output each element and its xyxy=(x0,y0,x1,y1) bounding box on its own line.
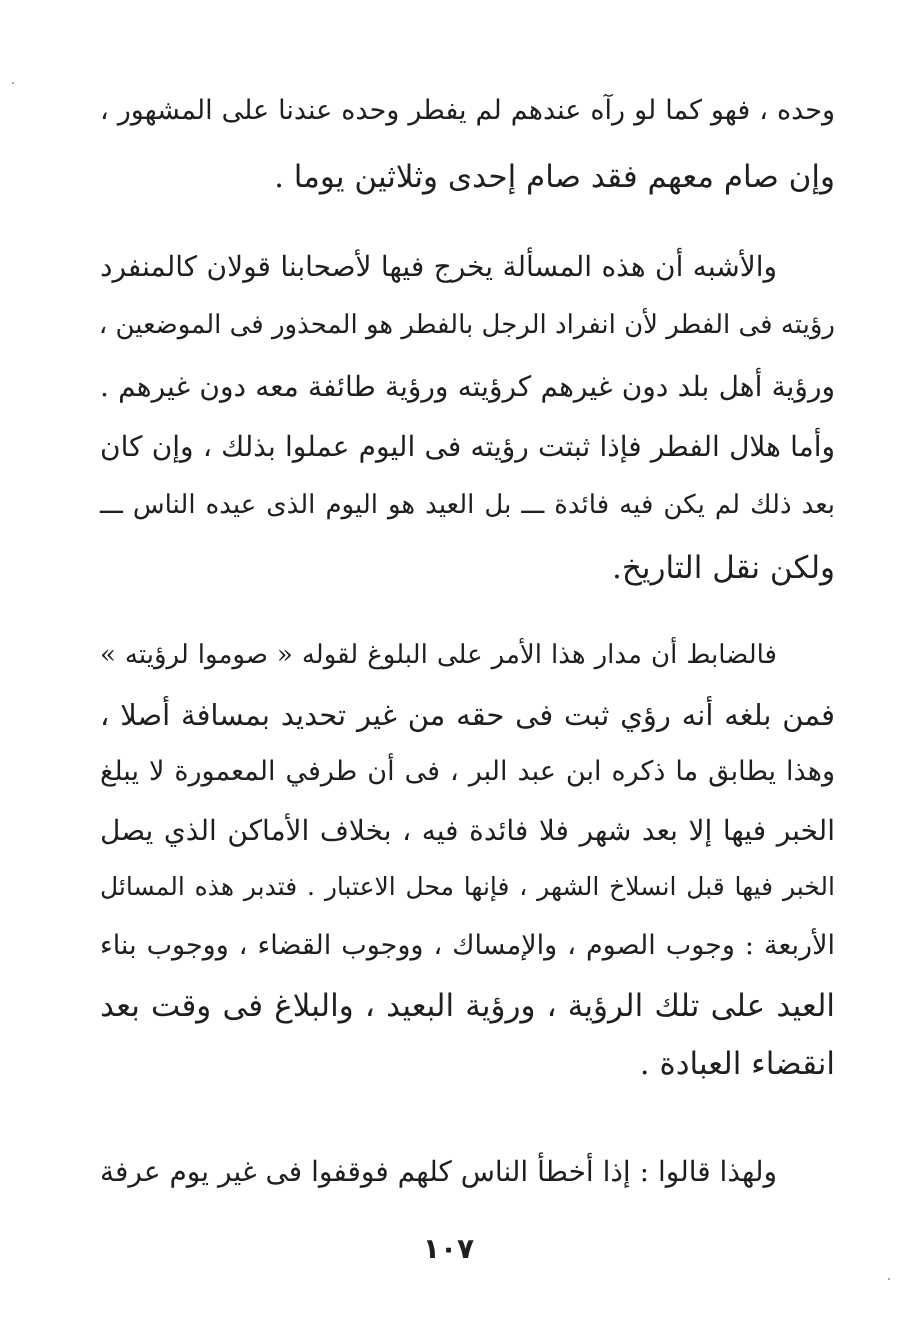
text-line: ولهذا قالوا : إذا أخطأ الناس كلهم فوقفوا فى غير يوم عرفة xyxy=(100,1155,777,1188)
text-line: بعد ذلك لم يكن فيه فائدة ـــ بل العيد هو اليوم الذى عيده الناس ـــ xyxy=(100,490,836,520)
text-line: العيد على تلك الرؤية ، ورؤية البعيد ، والبلاغ فى وقت بعد xyxy=(100,988,835,1024)
paragraph-3 xyxy=(100,640,835,1110)
text-line: انقضاء العبادة . xyxy=(639,1046,835,1082)
text-line: وأما هلال الفطر فإذا ثبتت رؤيته فى اليوم عملوا بذلك ، وإن كان xyxy=(100,430,835,463)
scan-speck xyxy=(888,1278,890,1280)
text-line: وحده ، فهو كما لو رآه عندهم لم يفطر وحده عندنا على المشهور ، xyxy=(100,95,835,126)
text-line: الأربعة : وجوب الصوم ، والإمساك ، ووجوب القضاء ، ووجوب بناء xyxy=(100,930,835,961)
text-line: وهذا يطابق ما ذكره ابن عبد البر ، فى أن طرفي المعمورة لا يبلغ xyxy=(100,756,835,787)
text-line: فالضابط أن مدار هذا الأمر على البلوغ لقوله « صوموا لرؤيته » xyxy=(100,640,777,670)
paragraph-4 xyxy=(100,1155,835,1215)
text-line: ولكن نقل التاريخ. xyxy=(612,550,835,586)
paragraph-2 xyxy=(100,250,835,620)
scan-speck xyxy=(12,82,14,84)
text-line: رؤيته فى الفطر لأن انفراد الرجل بالفطر هو المحذور فى الموضعين ، xyxy=(98,310,835,340)
text-line: والأشبه أن هذه المسألة يخرج فيها لأصحابنا قولان كالمنفرد xyxy=(100,250,777,283)
text-line: وإن صام معهم فقد صام إحدى وثلاثين يوما . xyxy=(274,159,835,195)
page-number: ١٠٧ xyxy=(422,1232,475,1265)
text-line: الخبر فيها إلا بعد شهر فلا فائدة فيه ، بخلاف الأماكن الذي يصل xyxy=(100,814,835,847)
text-line: الخبر فيها قبل انسلاخ الشهر ، فإنها محل الاعتبار . فتدبر هذه المسائل xyxy=(100,872,835,901)
paragraph-1 xyxy=(100,95,835,215)
text-line: فمن بلغه أنه رؤي ثبت فى حقه من غير تحديد بمسافة أصلا ، xyxy=(100,698,835,732)
text-line: ورؤية أهل بلد دون غيرهم كرؤيته ورؤية طائفة معه دون غيرهم . xyxy=(100,370,835,403)
